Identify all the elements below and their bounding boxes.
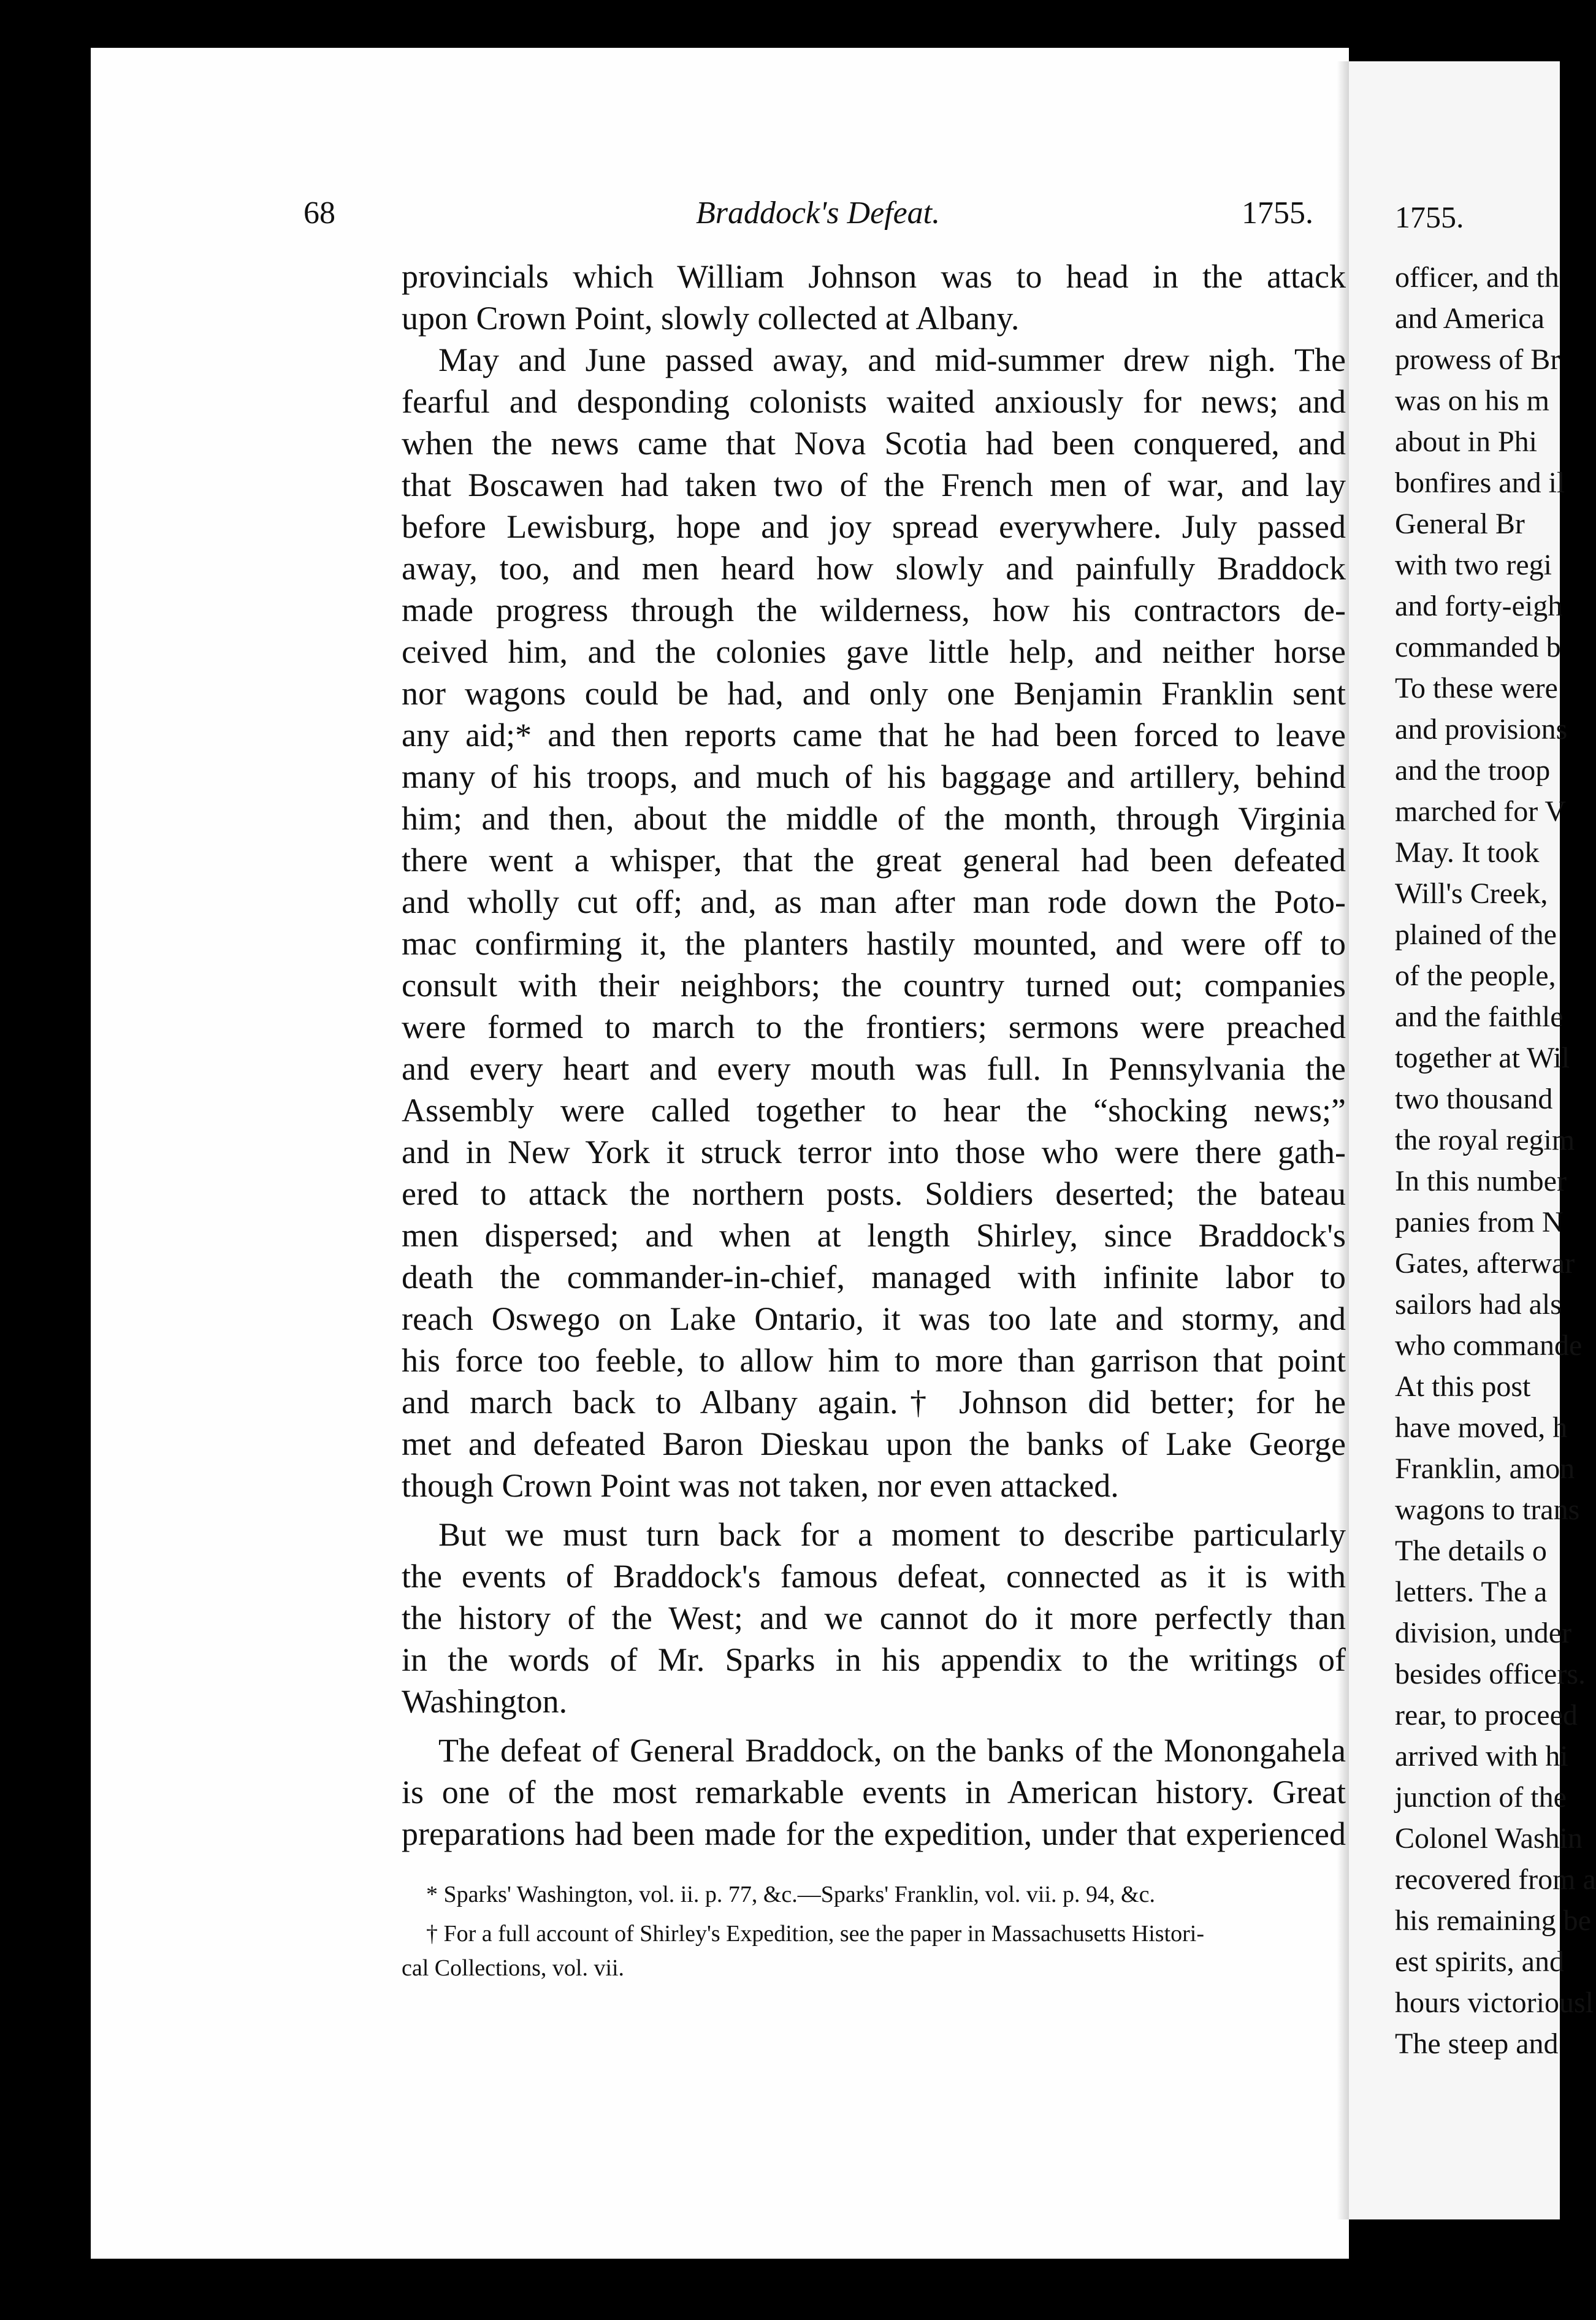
text-line: met and defeated Baron Dieskau upon the banks of Lake George <box>402 1425 1346 1462</box>
right-text-line: arrived with hi <box>1395 1740 1568 1772</box>
text-line: and march back to Albany again.† Johnson did better; for he <box>402 1384 1346 1421</box>
text-line: many of his troops, and much of his baggage and artillery, behind <box>402 758 1346 795</box>
text-line: provincials which William Johnson was to head in the attack <box>402 258 1346 295</box>
right-text-line: marched for V <box>1395 795 1566 828</box>
right-text-line: The details o <box>1395 1535 1547 1567</box>
text-line: men dispersed; and when at length Shirley, since Braddock's <box>402 1217 1346 1254</box>
text-line: reach Oswego on Lake Ontario, it was too late and stormy, and <box>402 1300 1346 1337</box>
right-text-line: hours victoriousl <box>1395 1986 1594 2019</box>
text-line: is one of the most remarkable events in American history. Great <box>402 1774 1346 1811</box>
right-text-line: sailors had als <box>1395 1288 1562 1321</box>
right-text-line: and America <box>1395 302 1544 335</box>
footnote-line: * Sparks' Washington, vol. ii. p. 77, &c.—Sparks' Franklin, vol. vii. p. 94, &c. <box>426 1882 1155 1907</box>
right-text-line: Franklin, amon <box>1395 1452 1575 1485</box>
right-text-line: with two regi <box>1395 549 1552 581</box>
text-line: ceived him, and the colonies gave little help, and neither horse <box>402 633 1346 670</box>
right-text-line: who commande <box>1395 1329 1583 1362</box>
text-line: the history of the West; and we cannot do it more perfectly than <box>402 1600 1346 1636</box>
text-line: made progress through the wilderness, how his contractors de- <box>402 592 1346 628</box>
text-line: before Lewisburg, hope and joy spread everywhere. July passed <box>402 508 1346 545</box>
text-line: when the news came that Nova Scotia had been conquered, and <box>402 425 1346 462</box>
running-title: Braddock's Defeat. <box>696 196 941 231</box>
text-line: May and June passed away, and mid-summer drew nigh. The <box>438 342 1346 378</box>
text-line: and every heart and every mouth was full. In Pennsylvania the <box>402 1050 1346 1087</box>
right-text-line: Gates, afterwar <box>1395 1247 1575 1280</box>
right-text-line: officer, and th <box>1395 261 1559 294</box>
right-text-line: panies from N <box>1395 1206 1564 1238</box>
right-text-line: In this number <box>1395 1165 1567 1197</box>
right-text-line: est spirits, and <box>1395 1945 1564 1978</box>
text-line: Assembly were called together to hear the “shocking news;” <box>402 1092 1346 1129</box>
text-line: nor wagons could be had, and only one Benjamin Franklin sent <box>402 675 1346 712</box>
right-text-line: prowess of Br <box>1395 343 1560 376</box>
page-header <box>304 195 1335 244</box>
text-line: away, too, and men heard how slowly and painfully Braddock <box>402 550 1346 587</box>
right-text-line: To these were <box>1395 672 1558 704</box>
right-text-line: May. It took <box>1395 836 1540 869</box>
right-text-line: of the people, <box>1395 960 1556 992</box>
text-line: Washington. <box>402 1683 568 1720</box>
right-text-line: recovered from a <box>1395 1863 1596 1896</box>
footnote-line: † For a full account of Shirley's Expedition, see the paper in Massachusetts Histori- <box>426 1921 1205 1947</box>
right-text-line: his remaining be <box>1395 1904 1591 1937</box>
right-text-line: have moved, h <box>1395 1411 1568 1444</box>
header-year: 1755. <box>1242 196 1313 231</box>
text-line: But we must turn back for a moment to describe particularly <box>438 1516 1346 1553</box>
right-text-line: rear, to proceed <box>1395 1699 1578 1731</box>
right-text-line: commanded b <box>1395 631 1561 663</box>
text-line: consult with their neighbors; the country turned out; companies <box>402 967 1346 1004</box>
text-line: preparations had been made for the expedition, under that experienced <box>402 1815 1346 1852</box>
text-line: death the commander-in-chief, managed with infinite labor to <box>402 1259 1346 1295</box>
text-line: there went a whisper, that the great general had been defeated <box>402 842 1346 879</box>
text-line: him; and then, about the middle of the month, through Virginia <box>402 800 1346 837</box>
text-line: upon Crown Point, slowly collected at Albany. <box>402 300 1020 337</box>
text-line: his force too feeble, to allow him to more than garrison that point <box>402 1342 1346 1379</box>
text-line: any aid;* and then reports came that he had been forced to leave <box>402 717 1346 754</box>
right-text-line: and the faithle <box>1395 1001 1564 1033</box>
right-text-line: about in Phi <box>1395 425 1538 458</box>
text-line: fearful and desponding colonists waited anxiously for news; and <box>402 383 1346 420</box>
right-page-year: 1755. <box>1395 200 1464 234</box>
right-text-line: Colonel Washin <box>1395 1822 1583 1855</box>
right-text-line: bonfires and il <box>1395 467 1565 499</box>
text-line: The defeat of General Braddock, on the banks of the Monongahela <box>438 1732 1346 1769</box>
text-line: the events of Braddock's famous defeat, connected as it is with <box>402 1558 1346 1595</box>
right-text-line: and provisions <box>1395 713 1568 746</box>
right-text-line: together at Wil <box>1395 1042 1570 1074</box>
footnote-line: cal Collections, vol. vii. <box>402 1955 625 1981</box>
right-text-line: two thousand <box>1395 1083 1553 1115</box>
right-text-line: division, under <box>1395 1617 1571 1649</box>
right-text-line: and forty-eigh <box>1395 590 1563 622</box>
right-text-line: and the troop <box>1395 754 1551 787</box>
text-line: though Crown Point was not taken, nor even attacked. <box>402 1467 1119 1504</box>
text-line: and in New York it struck terror into those who were there gath- <box>402 1134 1346 1170</box>
right-text-line: General Br <box>1395 508 1525 540</box>
text-line: were formed to march to the frontiers; sermons were preached <box>402 1009 1346 1045</box>
text-line: that Boscawen had taken two of the French men of war, and lay <box>402 467 1346 503</box>
right-text-line: was on his m <box>1395 384 1549 417</box>
right-text-line: The steep and <box>1395 2028 1559 2060</box>
text-line: ered to attack the northern posts. Soldiers deserted; the bateau <box>402 1175 1346 1212</box>
text-line: and wholly cut off; and, as man after man rode down the Poto- <box>402 883 1346 920</box>
text-line: in the words of Mr. Sparks in his appendix to the writings of <box>402 1641 1346 1678</box>
page-number: 68 <box>304 196 335 231</box>
right-text-line: Will's Creek, <box>1395 877 1548 910</box>
right-text-line: plained of the <box>1395 918 1557 951</box>
right-text-line: junction of the <box>1395 1781 1567 1814</box>
right-text-line: letters. The a <box>1395 1576 1548 1608</box>
right-text-line: besides officers. <box>1395 1658 1586 1690</box>
right-text-line: At this post <box>1395 1370 1531 1403</box>
right-text-line: the royal regim <box>1395 1124 1575 1156</box>
right-text-line: wagons to trans <box>1395 1494 1580 1526</box>
text-line: mac confirming it, the planters hastily mounted, and were off to <box>402 925 1346 962</box>
